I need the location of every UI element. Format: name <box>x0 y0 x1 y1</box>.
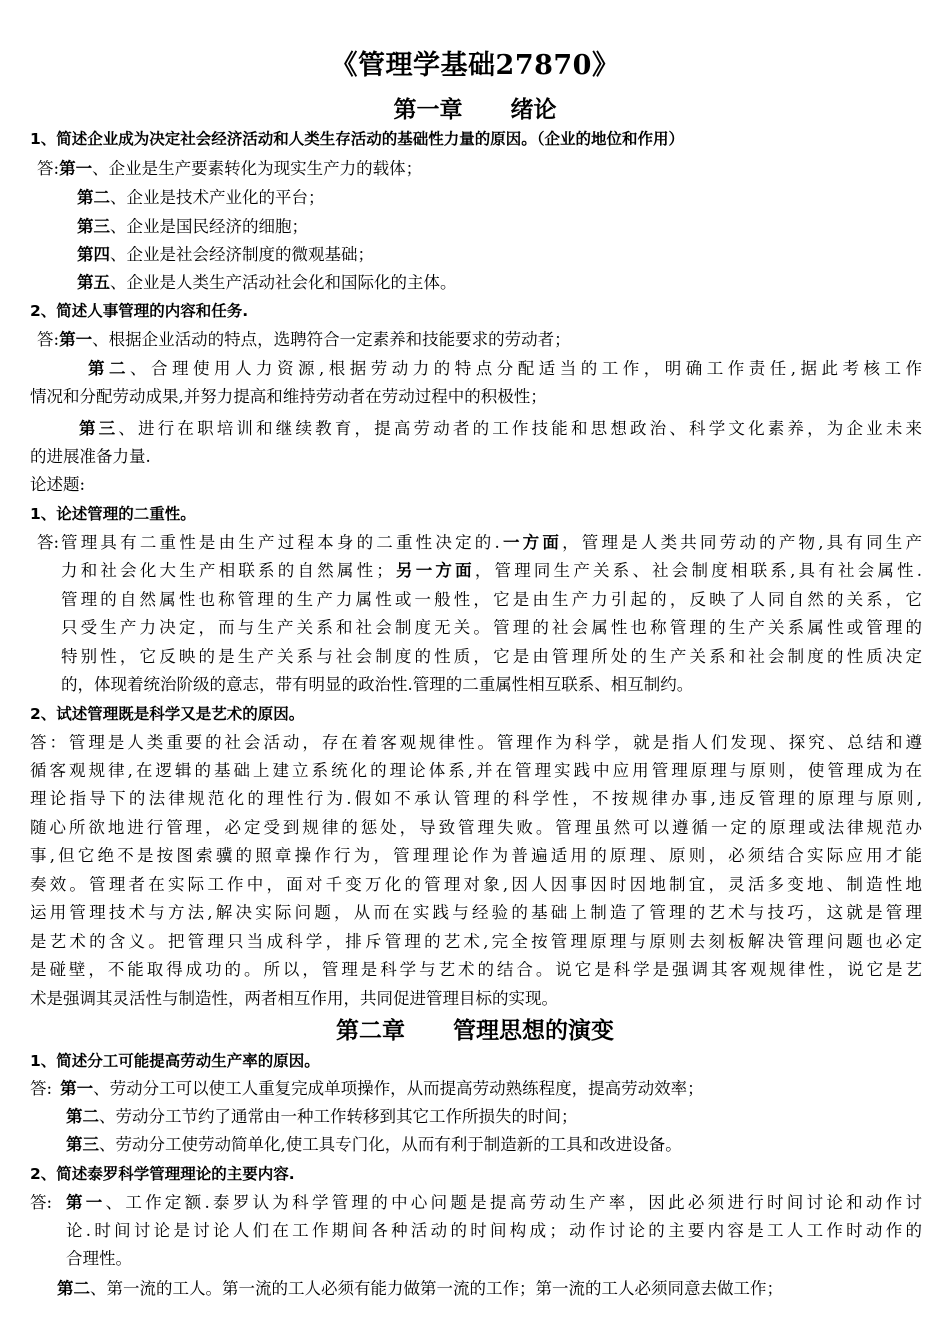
answer-line <box>61 530 922 556</box>
point-marker: 第一 <box>59 330 93 349</box>
answer-prefix: 答: <box>37 159 60 178</box>
question-heading: 2、简述泰罗科学管理理论的主要内容. <box>30 1165 295 1183</box>
question-heading: 1、简述企业成为决定社会经济活动和人类生存活动的基础性力量的原因。（企业的地位和作用） <box>30 130 685 148</box>
section-label: 论述题: <box>30 475 86 494</box>
chapter-heading-1 <box>0 94 950 126</box>
answer-line <box>37 530 59 556</box>
answer-line: 合理性。 <box>66 1249 132 1268</box>
point-text: 、合理使用人力资源,根据劳动力的特点分配适当的工作，明确工作责任,据此考核工作 <box>130 359 922 378</box>
answer-line: 的，体现着统治阶级的意志，带有明显的政治性.管理的二重属性相互联系、相互制约。 <box>61 675 694 694</box>
answer-line: 只受生产力决定，而与生产关系和社会制度无关。管理的社会属性也称管理的生产关系属性或管理的 <box>61 618 922 637</box>
point-text: 、企业是国民经济的细胞； <box>110 217 308 236</box>
point-marker: 第五 <box>77 273 110 292</box>
point-marker: 第二 <box>77 188 110 207</box>
point-marker: 第三 <box>66 1135 99 1154</box>
chapter-label: 第二章 <box>336 1017 405 1044</box>
point-text: 、劳动分工节约了通常由一种工作转移到其它工作所损失的时间； <box>99 1107 578 1126</box>
answer-line <box>30 1076 704 1102</box>
point-text: 、企业是社会经济制度的微观基础； <box>110 245 374 264</box>
answer-line: 的进展准备力量. <box>30 447 151 466</box>
point-text: 、企业是技术产业化的平台； <box>110 188 325 207</box>
point-text: 、劳动分工可以使工人重复完成单项操作，从而提高劳动熟练程度，提高劳动效率； <box>93 1079 704 1098</box>
emphasis-text: 另一方面 <box>392 561 475 580</box>
chapter-heading-2 <box>0 1015 950 1047</box>
answer-line: 管理的自然属性也称管理的生产力属性或一般性，它是由生产力引起的，反映了人同自然的关系，它 <box>61 590 922 609</box>
answer-line <box>88 356 922 382</box>
answer-text: ，管理同生产关系、社会制度相联系,具有社会属性. <box>474 561 923 580</box>
point-marker: 第二 <box>66 1107 99 1126</box>
point-text: 、根据企业活动的特点，选聘符合一定素养和技能要求的劳动者； <box>92 330 571 349</box>
answer-text: ，管理是人类共同劳动的产物,具有同生产 <box>562 533 923 552</box>
answer-text: 力和社会化大生产相联系的自然属性； <box>61 561 393 580</box>
answer-line <box>66 1190 922 1216</box>
answer-line: 事,但它绝不是按图索骥的照章操作行为，管理理论作为普遍适用的原理、原则，必须结合实际应用才能 <box>30 846 922 865</box>
point-text: 、企业是生产要素转化为现实生产力的载体； <box>92 159 423 178</box>
answer-line: 特别性，它反映的是生产关系与社会制度的性质，它是由管理所处的生产关系和社会制度的性质决定 <box>61 647 922 666</box>
point-marker: 第一 <box>60 1079 94 1098</box>
answer-prefix: 答: <box>37 533 60 552</box>
answer-line: 情况和分配劳动成果,并努力提高和维持劳动者在劳动过程中的积极性； <box>30 387 547 406</box>
question-heading: 2、简述人事管理的内容和任务. <box>30 302 249 320</box>
question-heading: 1、论述管理的二重性。 <box>30 505 196 523</box>
chapter-name: 管理思想的演变 <box>453 1017 614 1044</box>
document-title: 《管理学基础27870》 <box>330 50 620 81</box>
answer-line: 运用管理技术与方法,解决实际问题，从而在实践与经验的基础上制造了管理的艺术与技巧，这就是管理 <box>30 903 922 922</box>
answer-line: 是艺术的含义。把管理只当成科学，排斥管理的艺术,完全按管理原理与原则去刻板解决管理问题也必定 <box>30 932 922 951</box>
answer-line <box>77 214 308 240</box>
chapter-label: 第一章 <box>393 96 463 123</box>
point-text: 、工作定额.泰罗认为科学管理的中心问题是提高劳动生产率，因此必须进行时间讨论和动作讨 <box>105 1193 923 1212</box>
point-marker: 第三 <box>77 217 110 236</box>
answer-line <box>30 1190 52 1216</box>
answer-line <box>66 1104 578 1130</box>
chapter-name: 绪论 <box>510 96 557 123</box>
emphasis-text: 一方面 <box>499 533 563 552</box>
answer-line <box>77 270 457 296</box>
answer-line: 术是强调其灵活性与制造性，两者相互作用，共同促进管理目标的实现。 <box>30 989 558 1008</box>
answer-line: 奏效。管理者在实际工作中，面对千变万化的管理对象,因人因事因时因地制宜，灵活多变地、制造性地 <box>30 875 922 894</box>
answer-prefix: 答: <box>30 1079 53 1098</box>
answer-prefix: 答: <box>30 1193 53 1212</box>
point-marker: 第二 <box>57 1279 90 1298</box>
answer-line <box>61 558 922 584</box>
answer-line: 论.时间讨论是讨论人们在工作期间各种活动的时间构成；动作讨论的主要内容是工人工作时动作的 <box>66 1221 922 1240</box>
question-heading: 1、简述分工可能提高劳动生产率的原因。 <box>30 1052 320 1070</box>
question-heading: 2、试述管理既是科学又是艺术的原因。 <box>30 705 305 723</box>
answer-line <box>57 1276 783 1302</box>
answer-line <box>37 156 422 182</box>
point-marker: 第一 <box>59 159 93 178</box>
answer-line: 循客观规律,在逻辑的基础上建立系统化的理论体系,并在管理实践中应用管理原理与原则，使管理成为在 <box>30 761 922 780</box>
point-marker: 第一 <box>66 1193 106 1212</box>
answer-line <box>79 416 922 442</box>
answer-line: 答：管理是人类重要的社会活动，存在着客观规律性。管理作为科学，就是指人们发现、探究、总结和遵 <box>30 733 922 752</box>
answer-line: 理论指导下的法律规范化的理性行为.假如不承认管理的科学性，不按规律办事,违反管理的原理与原则, <box>30 789 922 808</box>
point-text: 、进行在职培训和继续教育，提高劳动者的工作技能和思想政治、科学文化素养，为企业未来 <box>118 419 923 438</box>
answer-line: 随心所欲地进行管理，必定受到规律的惩处，导致管理失败。管理虽然可以遵循一定的原理或法律规范办 <box>30 818 922 837</box>
answer-line <box>77 242 374 268</box>
point-marker: 第二 <box>88 359 130 378</box>
answer-prefix: 答: <box>37 330 60 349</box>
point-text: 、企业是人类生产活动社会化和国际化的主体。 <box>110 273 457 292</box>
answer-line <box>66 1132 682 1158</box>
point-marker: 第四 <box>77 245 110 264</box>
answer-text: 管理具有二重性是由生产过程本身的二重性决定的. <box>61 533 500 552</box>
point-text: 、劳动分工使劳动简单化,使工具专门化，从而有利于制造新的工具和改进设备。 <box>99 1135 682 1154</box>
answer-line <box>77 185 325 211</box>
answer-line <box>37 327 571 353</box>
answer-line: 是碰壁，不能取得成功的。所以，管理是科学与艺术的结合。说它是科学是强调其客观规律性，说它是艺 <box>30 960 922 979</box>
point-text: 、第一流的工人。第一流的工人必须有能力做第一流的工作；第一流的工人必须同意去做工作； <box>90 1279 783 1298</box>
point-marker: 第三 <box>79 419 119 438</box>
